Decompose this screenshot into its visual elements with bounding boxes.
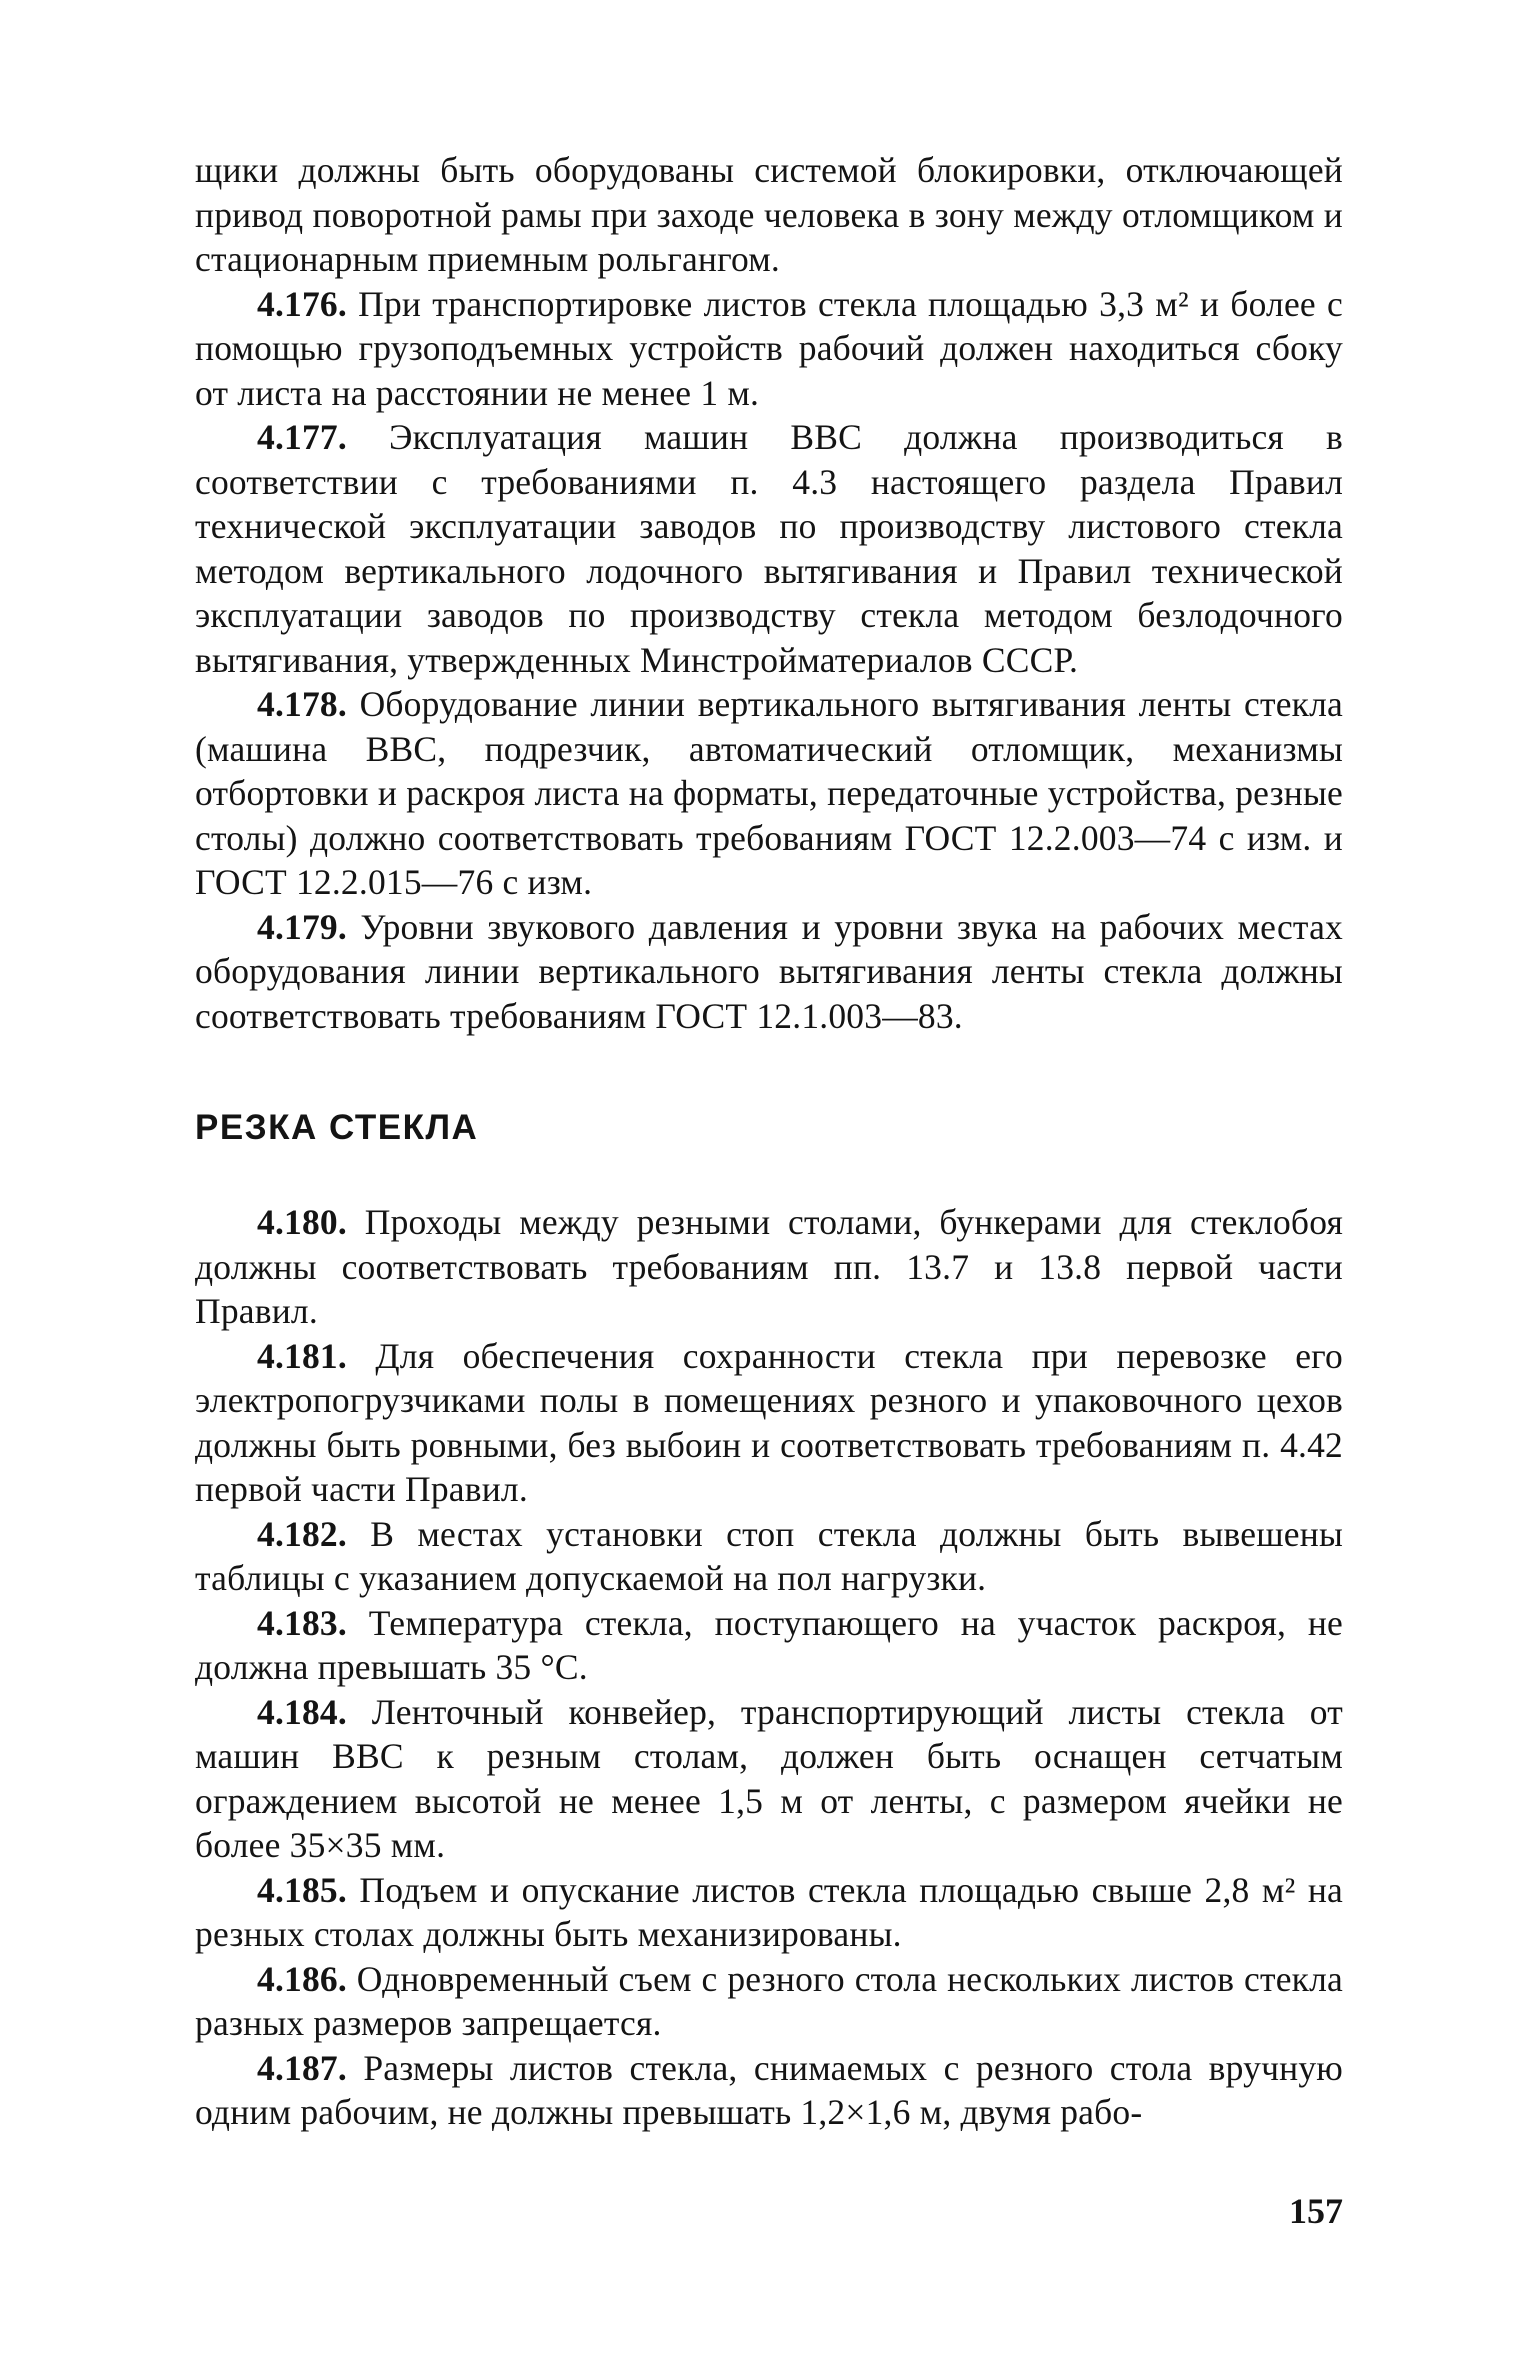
paragraph-4-184: 4.184. Ленточный конвейер, транспортирующий листы стекла от машин ВВС к резным столам, должен быть оснащен сетчатым ограждением высотой не менее 1,5 м от ленты, с размером ячейки не более 35×35 мм. <box>195 1691 1343 1865</box>
paragraph-continued: щики должны быть оборудованы системой блокировки, отключающей привод поворотной рамы при заходе человека в зону между отломщиком и стационарным приемным рольгангом. <box>195 150 1343 279</box>
paragraph-4-183: 4.183. Температура стекла, поступающего на участок раскроя, не должна превышать 35 °С. <box>195 1602 1343 1687</box>
page-body <box>195 148 1343 2135</box>
paragraph-number: 4.180. <box>257 1202 347 1242</box>
paragraph-number: 4.182. <box>257 1513 347 1554</box>
paragraph-4-179: 4.179. Уровни звукового давления и уровни звука на рабочих местах оборудования линии вертикального вытягивания ленты стекла должны соответствовать требованиям ГОСТ 12.1.003—83. <box>195 906 1343 1036</box>
paragraph-4-187: 4.187. Размеры листов стекла, снимаемых с резного стола вручную одним рабочим, не должны превышать 1,2×1,6 м, двумя рабо- <box>195 2047 1343 2132</box>
page-number: 157 <box>1289 2191 1343 2231</box>
paragraph-number: 4.179. <box>257 906 347 947</box>
paragraph-number: 4.181. <box>257 1335 347 1376</box>
section-heading: РЕЗКА СТЕКЛА <box>195 1108 479 1147</box>
paragraph-number: 4.186. <box>257 1958 347 1999</box>
paragraph-4-182: 4.182. В местах установки стоп стекла должны быть вывешены таблицы с указанием допускаемой на пол нагрузки. <box>195 1513 1343 1598</box>
paragraph-number: 4.185. <box>257 1869 347 1910</box>
paragraph-number: 4.178. <box>257 684 347 724</box>
paragraph-4-186: 4.186. Одновременный съем с резного стола нескольких листов стекла разных размеров запрещается. <box>195 1958 1343 2043</box>
paragraph-number: 4.184. <box>257 1691 347 1732</box>
paragraph-number: 4.183. <box>257 1602 347 1643</box>
paragraph-4-185: 4.185. Подъем и опускание листов стекла площадью свыше 2,8 м² на резных столах должны быть механизированы. <box>195 1869 1343 1954</box>
paragraph-number: 4.177. <box>257 417 347 457</box>
paragraph-4-178: 4.178. Оборудование линии вертикального вытягивания ленты стекла (машина ВВС, подрезчик, автоматический отломщик, механизмы отбортовки и раскроя листа на форматы, передаточные устройства, резные столы) должно соответствовать требованиям ГОСТ 12.2.003—74 с изм. и ГОСТ 12.2.015—76 с изм. <box>195 684 1344 902</box>
paragraph-4-176: 4.176. При транспортировке листов стекла площадью 3,3 м² и более с помощью грузоподъемных устройств рабочий должен находиться сбоку от листа на расстоянии не менее 1 м. <box>195 283 1344 413</box>
paragraph-4-180: 4.180. Проходы между резными столами, бункерами для стеклобоя должны соответствовать требованиям пп. 13.7 и 13.8 первой части Правил. <box>195 1202 1343 1331</box>
paragraph-4-181: 4.181. Для обеспечения сохранности стекла при перевозке его электропогрузчиками полы в помещениях резного и упаковочного цехов должны быть ровными, без выбоин и соответствовать требованиям п. 4.42 первой части Правил. <box>195 1335 1343 1509</box>
paragraph-4-177: 4.177. Эксплуатация машин ВВС должна производиться в соответствии с требованиями п. 4.3 настоящего раздела Правил технической эксплуатации заводов по производству листового стекла методом вертикального лодочного вытягивания и Правил технической эксплуатации заводов по производству стекла методом безлодочного вытягивания, утвержденных Минстройматериалов СССР. <box>195 417 1343 680</box>
paragraph-number: 4.176. <box>257 283 347 324</box>
paragraph-number: 4.187. <box>257 2047 347 2088</box>
